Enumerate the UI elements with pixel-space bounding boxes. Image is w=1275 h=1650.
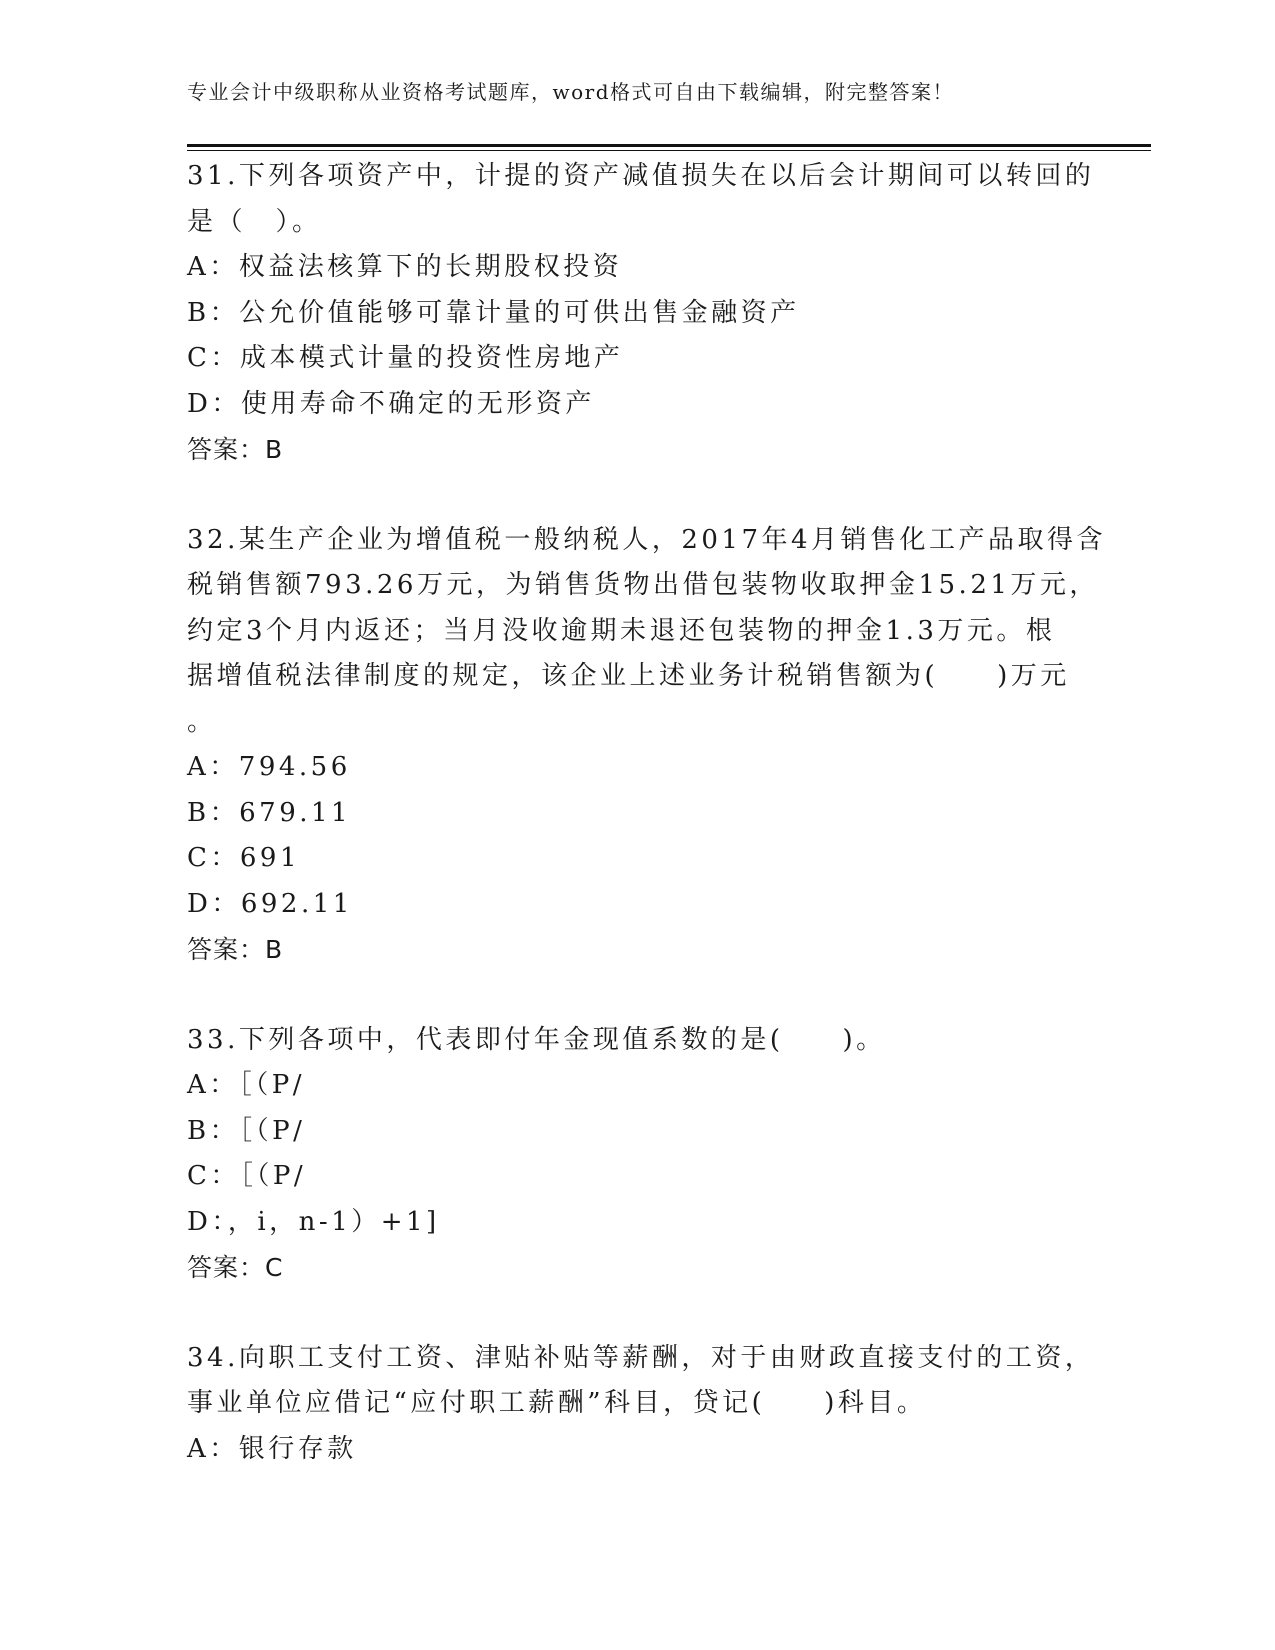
question-text: 据增值税法律制度的规定，该企业上述业务计税销售额为( )万元 [187, 661, 1070, 691]
question-text: 34.向职工支付工资、津贴补贴等薪酬，对于由财政直接支付的工资， [187, 1342, 1095, 1373]
option-a: A：［（P/ [187, 1070, 306, 1100]
option-b: B：［（P/ [187, 1115, 306, 1146]
option-c: C：［（P/ [187, 1161, 307, 1191]
option-b: B：679.11 [187, 797, 352, 828]
question-34 [187, 1336, 1095, 1473]
question-text: 32.某生产企业为增值税一般纳税人，2017年4月销售化工产品取得含 [187, 524, 1107, 555]
question-text: 31.下列各项资产中，计提的资产减值损失在以后会计期间可以转回的 [187, 161, 1095, 191]
question-text: 。 [187, 706, 217, 737]
option-c: C：691 [187, 843, 301, 873]
answer: 答案：C [187, 1253, 284, 1282]
question-text: 是（ ）。 [187, 206, 322, 237]
answer: 答案：B [187, 435, 284, 464]
question-text: 事业单位应借记“应付职工薪酬”科目，贷记( )科目。 [187, 1388, 927, 1418]
option-a: A：权益法核算下的长期股权投资 [187, 252, 623, 282]
option-d: D：，i，n-1）+1] [187, 1206, 440, 1237]
question-33 [187, 1018, 1087, 1291]
question-text: 税销售额793.26万元，为销售货物出借包装物收取押金15.21万元， [187, 570, 1099, 600]
question-31 [187, 154, 1095, 473]
question-text: 33.下列各项中，代表即付年金现值系数的是( )。 [187, 1024, 886, 1055]
option-c: C：成本模式计量的投资性房地产 [187, 343, 624, 373]
option-d: D：使用寿命不确定的无形资产 [187, 388, 595, 419]
answer: 答案：B [187, 935, 284, 964]
question-32 [187, 518, 1107, 973]
option-d: D：692.11 [187, 888, 353, 919]
option-a: A：银行存款 [187, 1433, 357, 1464]
option-a: A：794.56 [187, 752, 351, 782]
option-b: B：公允价值能够可靠计量的可供出售金融资产 [187, 297, 800, 328]
question-text: 约定3个月内返还；当月没收逾期未退还包装物的押金1.3万元。根 [187, 615, 1056, 646]
page-header: 专业会计中级职称从业资格考试题库，word格式可自由下载编辑，附完整答案！ [187, 80, 955, 104]
question-list [187, 154, 1107, 1472]
header-rule [187, 144, 1151, 151]
